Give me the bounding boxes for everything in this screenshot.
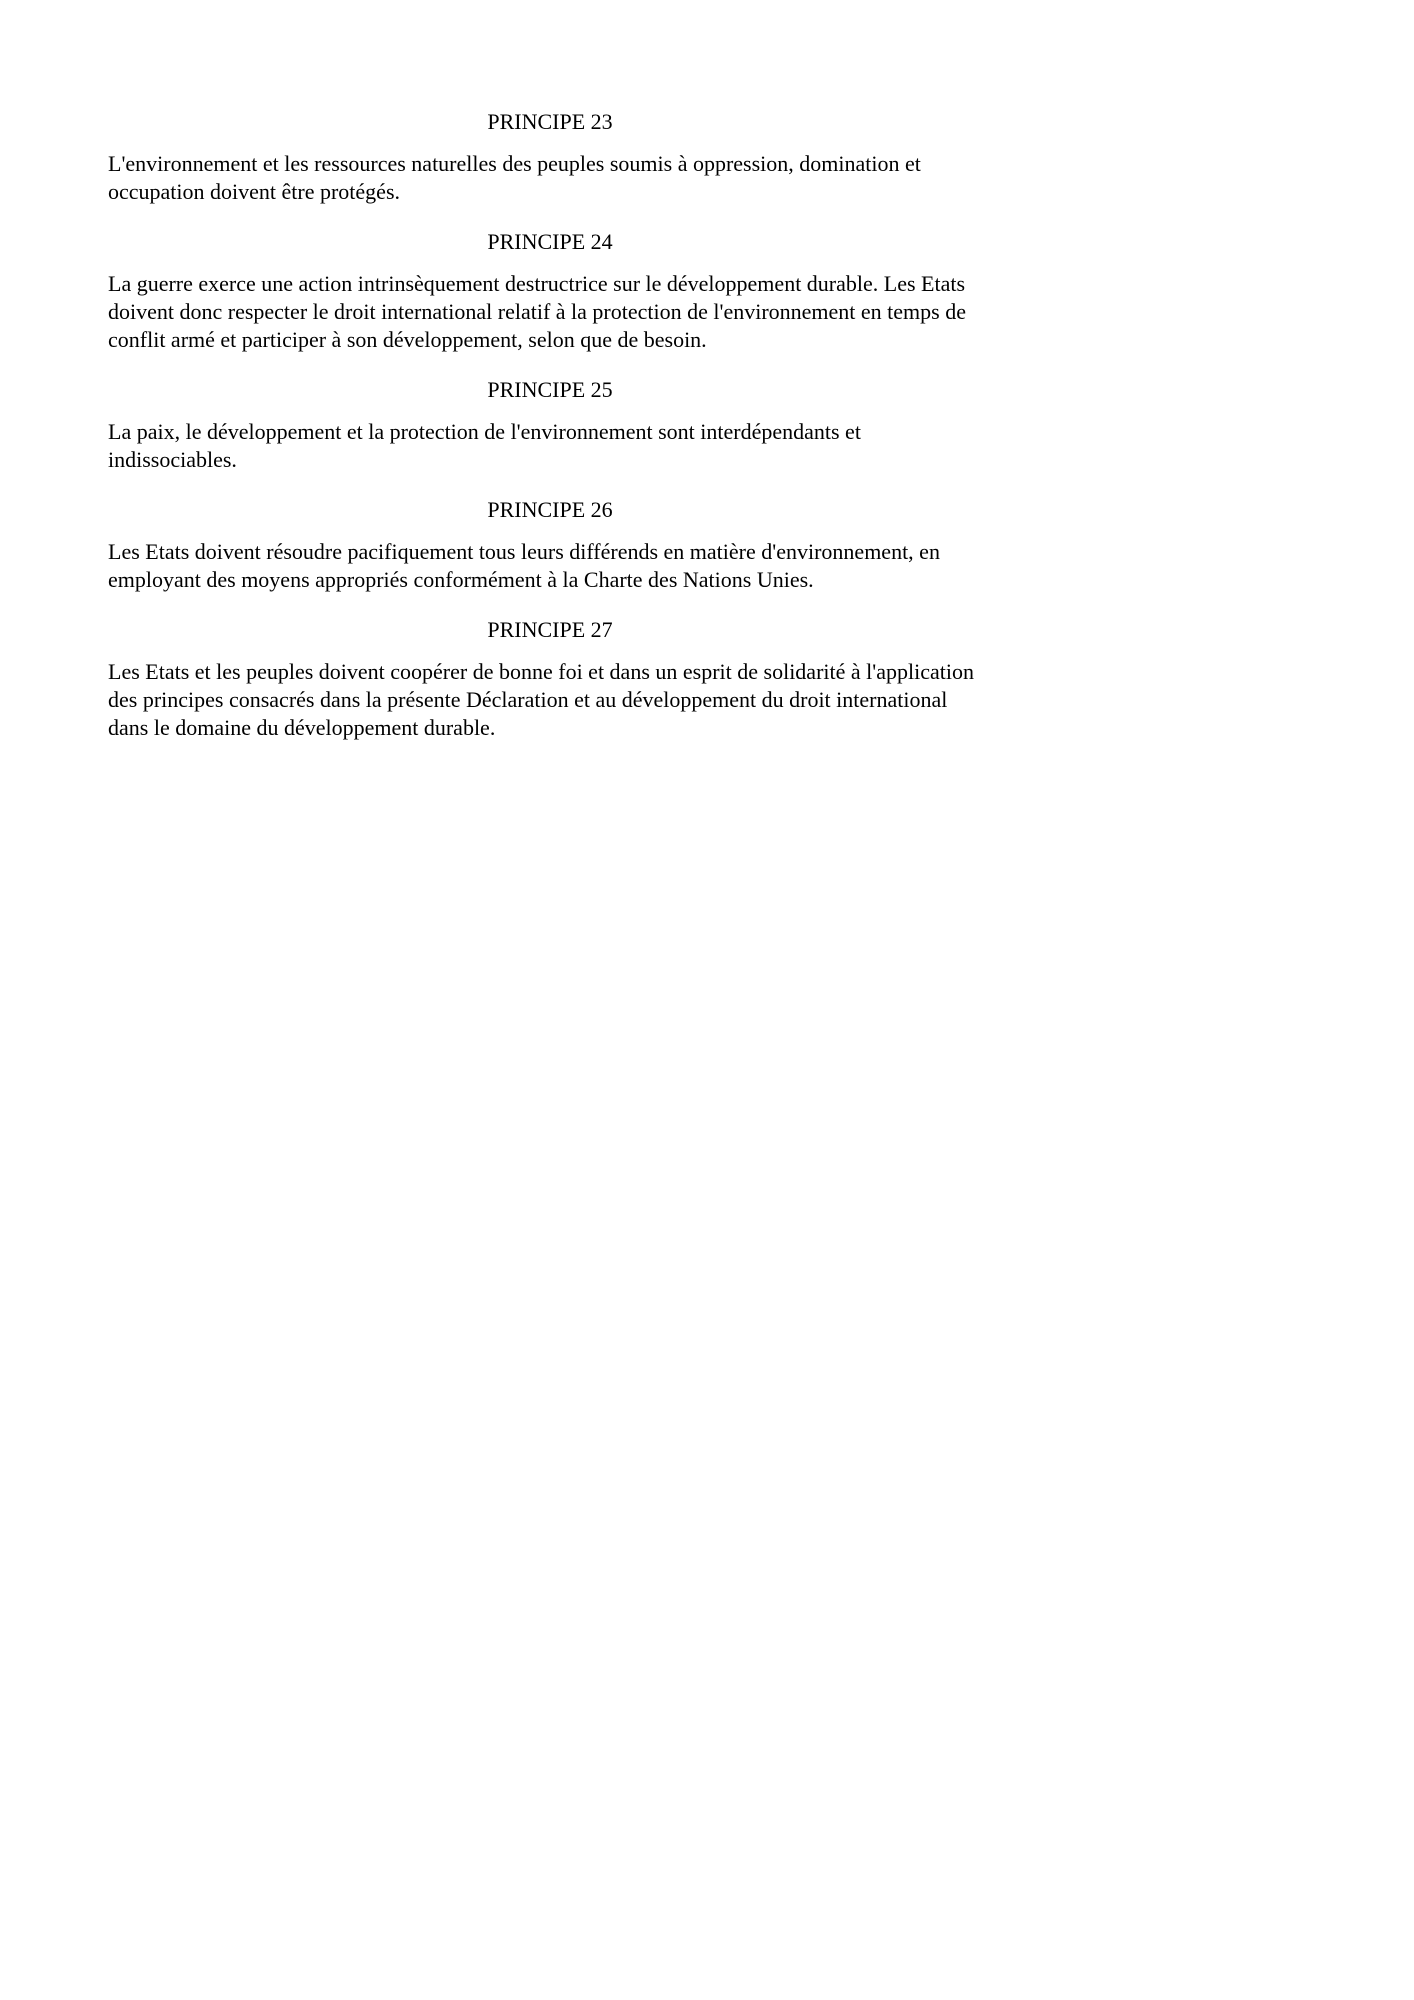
principle-text: L'environnement et les ressources naturelles des peuples soumis à oppression, domination et occupation doivent être protégés. xyxy=(108,151,921,204)
principle-text: La paix, le développement et la protection de l'environnement sont interdépendants et indissociables. xyxy=(108,419,861,472)
document-content xyxy=(108,0,992,742)
principle-heading: PRINCIPE 26 xyxy=(487,497,613,522)
principle-heading: PRINCIPE 27 xyxy=(487,617,613,642)
principle-section-27 xyxy=(108,616,992,742)
principle-heading: PRINCIPE 24 xyxy=(487,229,613,254)
principle-heading: PRINCIPE 25 xyxy=(487,377,613,402)
principle-section-23 xyxy=(108,108,992,206)
principle-section-25 xyxy=(108,376,992,474)
principle-text: Les Etats doivent résoudre pacifiquement tous leurs différends en matière d'environnement, en employant des moyens appropriés conformément à la Charte des Nations Unies. xyxy=(108,539,940,592)
principle-heading: PRINCIPE 23 xyxy=(487,109,613,134)
principle-section-24 xyxy=(108,228,992,354)
principle-text: La guerre exerce une action intrinsèquement destructrice sur le développement durable. Les Etats doivent donc respecter le droit international relatif à la protection de l'environnement en temps de conflit armé et participer à son développement, selon que de besoin. xyxy=(108,271,966,352)
principle-section-26 xyxy=(108,496,992,594)
principle-text: Les Etats et les peuples doivent coopérer de bonne foi et dans un esprit de solidarité à l'application des principes consacrés dans la présente Déclaration et au développement du droit international dans le domaine du développement durable. xyxy=(108,659,974,740)
